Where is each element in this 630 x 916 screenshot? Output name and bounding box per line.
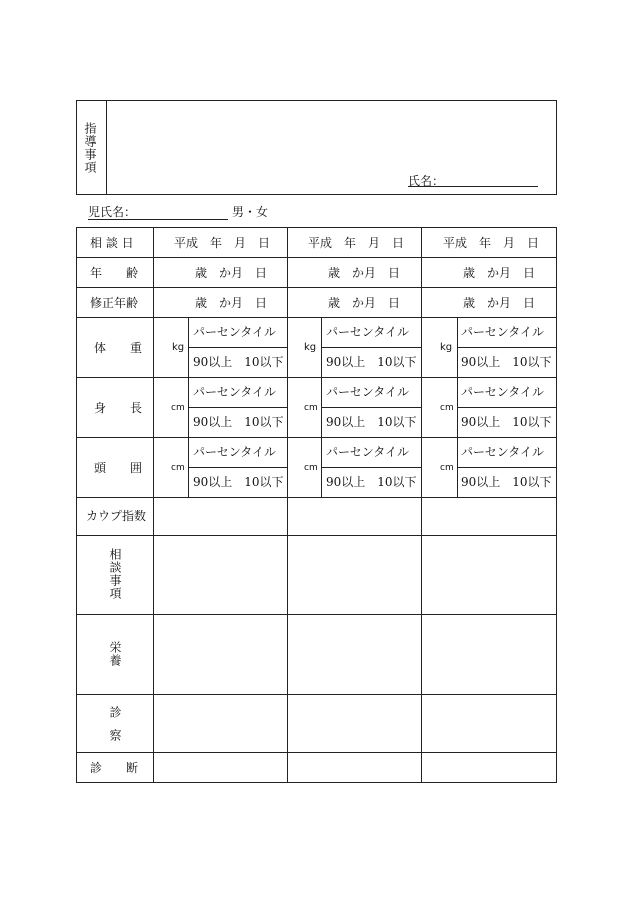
child-name-label: 児氏名： <box>88 205 137 219</box>
label-consult-items: 相談事項 <box>108 548 122 600</box>
label-head: 頭 囲 <box>94 461 143 475</box>
row-line <box>76 497 557 498</box>
label-consult-date: 相 談 日 <box>90 236 134 250</box>
percentile-label: パーセンタイル <box>461 385 545 399</box>
cell-age[interactable]: 歳 か月 日 <box>328 266 401 280</box>
unit-cm: cm <box>304 463 318 473</box>
guidance-divider <box>106 100 107 195</box>
row-line <box>76 535 557 536</box>
label-exam: 診察 <box>108 706 122 752</box>
cell-date[interactable]: 平成 年 月 日 <box>308 236 405 250</box>
row-line <box>76 317 557 318</box>
col-line <box>421 227 422 783</box>
cell-date[interactable]: 平成 年 月 日 <box>443 236 540 250</box>
child-sex: 男・女 <box>232 205 269 219</box>
unit-kg: kg <box>440 342 453 353</box>
label-diagnosis: 診 断 <box>90 761 139 775</box>
cell-corrected-age[interactable]: 歳 か月 日 <box>195 296 268 310</box>
percentile-label: パーセンタイル <box>461 325 545 339</box>
unit-cm: cm <box>171 463 185 473</box>
percentile-label: パーセンタイル <box>193 385 277 399</box>
percentile-range: 90以上 10以下 <box>193 355 284 369</box>
row-line <box>76 287 557 288</box>
unit-kg: kg <box>172 342 185 353</box>
percentile-range: 90以上 10以下 <box>326 475 417 489</box>
percentile-range: 90以上 10以下 <box>193 415 284 429</box>
row-line <box>76 437 557 438</box>
percentile-label: パーセンタイル <box>461 445 545 459</box>
guidance-box <box>76 100 557 195</box>
guidance-label: 指導事項 <box>83 122 97 174</box>
subrow-line <box>321 347 421 348</box>
subrow-line <box>188 467 287 468</box>
subrow-line <box>321 467 421 468</box>
percentile-range: 90以上 10以下 <box>193 475 284 489</box>
subrow-line <box>188 407 287 408</box>
unit-cm: cm <box>304 403 318 413</box>
label-corrected-age: 修正年齢 <box>90 296 139 310</box>
percentile-label: パーセンタイル <box>326 385 410 399</box>
subrow-line <box>457 407 557 408</box>
unit-kg: kg <box>304 342 317 353</box>
cell-corrected-age[interactable]: 歳 か月 日 <box>328 296 401 310</box>
cell-corrected-age[interactable]: 歳 か月 日 <box>463 296 536 310</box>
percentile-range: 90以上 10以下 <box>326 355 417 369</box>
row-line <box>76 752 557 753</box>
subrow-line <box>457 347 557 348</box>
subrow-line <box>188 347 287 348</box>
col-line <box>287 227 288 783</box>
percentile-range: 90以上 10以下 <box>326 415 417 429</box>
label-nutrition: 栄養 <box>108 641 122 667</box>
percentile-label: パーセンタイル <box>326 445 410 459</box>
row-line <box>76 614 557 615</box>
row-line <box>76 257 557 258</box>
label-height: 身 長 <box>94 401 143 415</box>
percentile-label: パーセンタイル <box>193 445 277 459</box>
guidance-name-label: 氏名： <box>408 174 445 188</box>
label-kaup: カウプ指数 <box>86 509 147 523</box>
subrow-line <box>457 467 557 468</box>
record-table <box>76 227 557 783</box>
cell-date[interactable]: 平成 年 月 日 <box>174 236 271 250</box>
label-age: 年 齢 <box>90 266 139 280</box>
row-line <box>76 694 557 695</box>
cell-age[interactable]: 歳 か月 日 <box>463 266 536 280</box>
unit-cm: cm <box>440 403 454 413</box>
subrow-line <box>321 407 421 408</box>
guidance-name-field[interactable] <box>408 186 538 187</box>
cell-age[interactable]: 歳 か月 日 <box>195 266 268 280</box>
percentile-range: 90以上 10以下 <box>461 415 552 429</box>
child-name-field[interactable] <box>88 219 228 220</box>
unit-cm: cm <box>171 403 185 413</box>
percentile-label: パーセンタイル <box>193 325 277 339</box>
row-line <box>76 377 557 378</box>
percentile-range: 90以上 10以下 <box>461 355 552 369</box>
col-line <box>153 227 154 783</box>
unit-cm: cm <box>440 463 454 473</box>
percentile-label: パーセンタイル <box>326 325 410 339</box>
percentile-range: 90以上 10以下 <box>461 475 552 489</box>
label-weight: 体 重 <box>94 341 143 355</box>
